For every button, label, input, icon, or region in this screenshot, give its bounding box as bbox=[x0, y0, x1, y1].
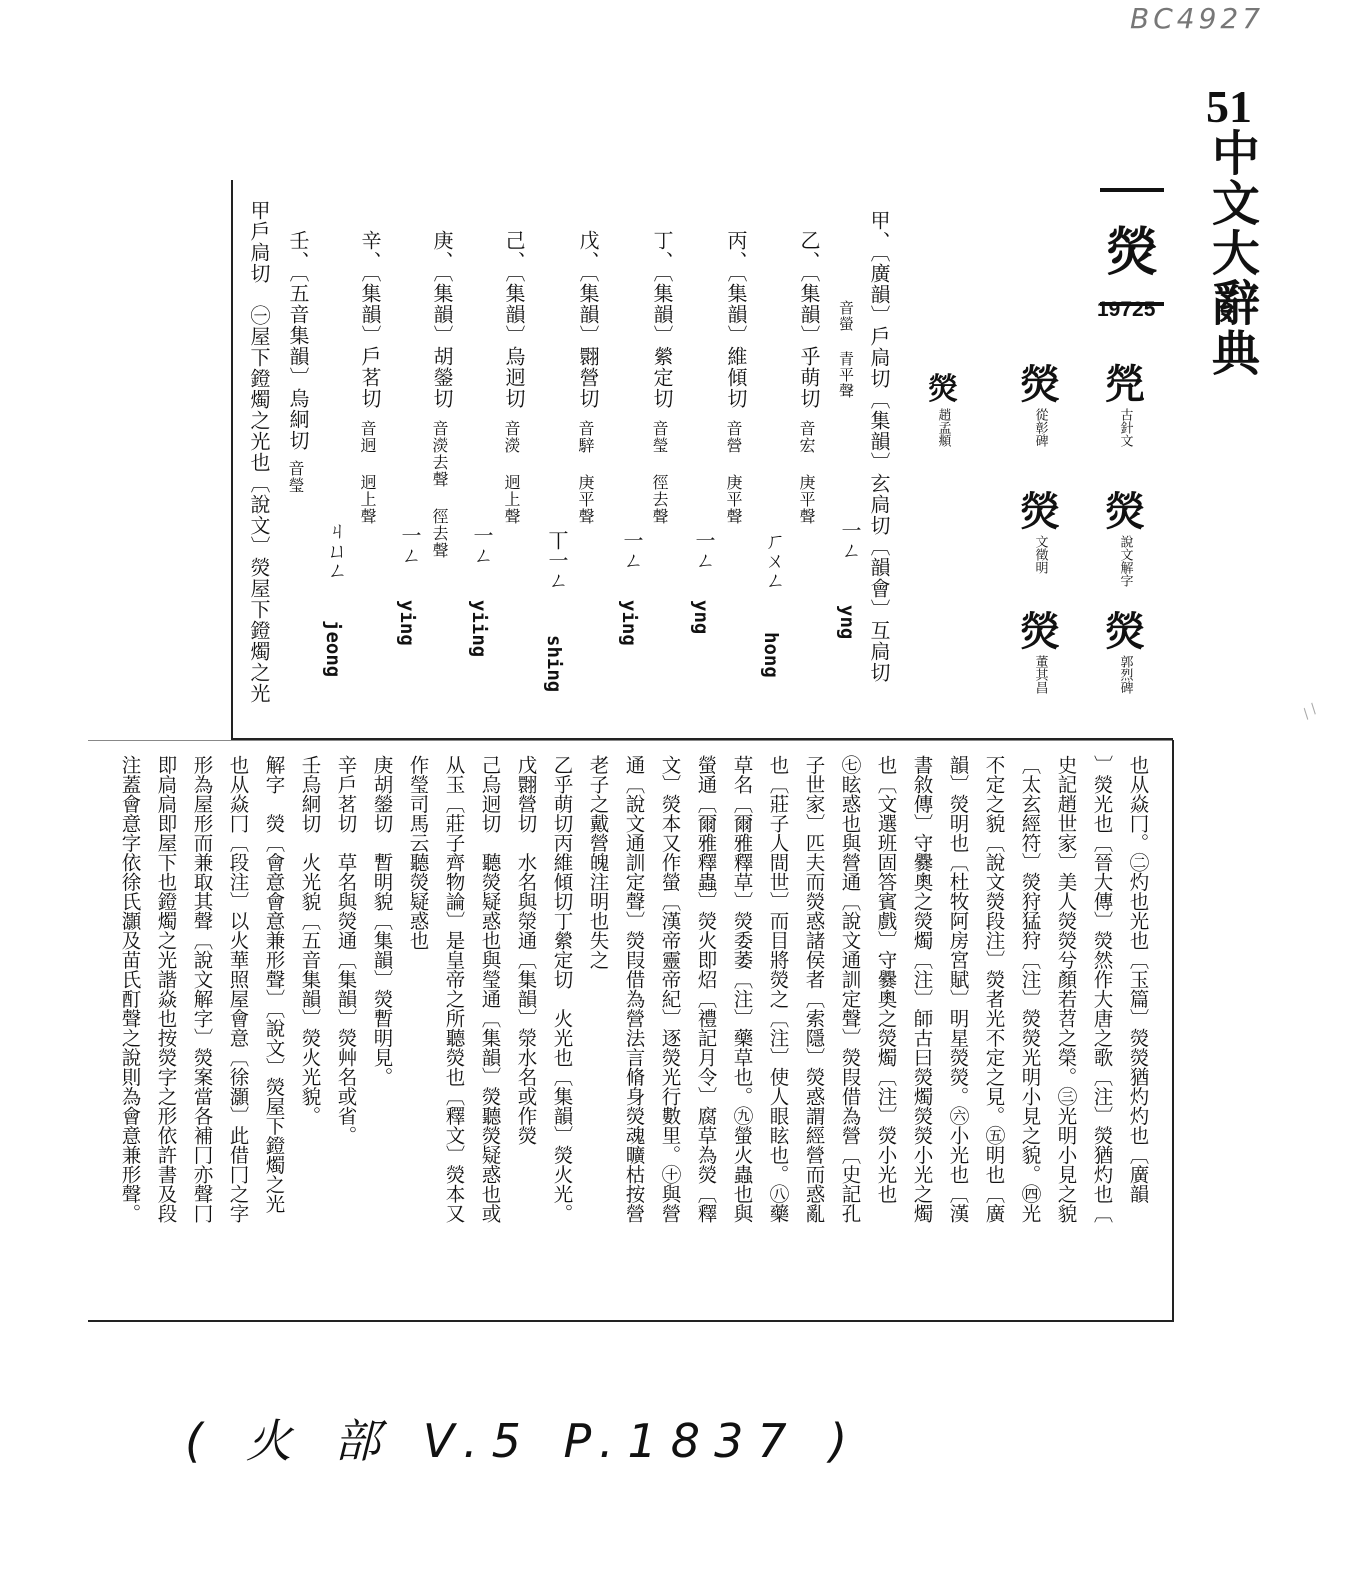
headword-number: 19725 bbox=[1097, 298, 1156, 321]
body-column: 即扃扃即屋下也鐙燭之光諧焱也按熒字之形依許書及段 bbox=[154, 755, 178, 1223]
body-column: 庚胡鎣切 暫明貌〔集韻〕熒暫明見。 bbox=[370, 755, 394, 1087]
reading-romanization: yng bbox=[836, 605, 858, 640]
reading-romanization: ying bbox=[396, 600, 418, 646]
body-column: 不定之貌〔說文熒段注〕熒者光不定之見。㊄明也〔廣 bbox=[982, 755, 1006, 1223]
variant-source: 趙孟頫 bbox=[935, 408, 951, 447]
body-section-top-rule bbox=[88, 740, 1173, 741]
variant-form bbox=[928, 372, 958, 447]
body-column: 〕熒光也〔晉大傳〕熒然作大唐之歌〔注〕熒猶灼也〔 bbox=[1090, 755, 1114, 1223]
body-column: 也从焱冂。㊁灼也光也〔玉篇〕熒熒猶灼灼也〔廣韻 bbox=[1126, 755, 1150, 1204]
variant-form bbox=[1105, 488, 1145, 587]
variant-source: 文徵明 bbox=[1032, 535, 1048, 574]
reading-bopomofo: ㄏㄨㄥ bbox=[762, 530, 786, 590]
body-column: 注蓋會意字依徐氏灝及苗氏酊聲之說則為會意兼形聲。 bbox=[118, 755, 142, 1223]
body-column: 辛戶茗切 草名與熒通〔集韻〕熒艸名或省。 bbox=[334, 755, 358, 1145]
heading-section-left-rule bbox=[231, 180, 233, 740]
stray-pencil-mark: / / bbox=[1299, 701, 1321, 723]
body-column: ㊆眩惑也與營通〔說文通訓定聲〕熒叚借為營〔史記孔 bbox=[838, 755, 862, 1223]
body-section-bottom-rule bbox=[88, 1320, 1173, 1322]
body-column: 也〔文選班固答賓戲〕守爨奧之熒燭〔注〕熒小光也 bbox=[874, 755, 898, 1204]
variant-form bbox=[1105, 608, 1145, 694]
body-column: 文〕熒本又作螢〔漢帝靈帝紀〕逐熒光行數里。㊉與營 bbox=[658, 755, 682, 1223]
body-column: 子世家〕匹夫而熒惑諸侯者〔索隱〕熒惑謂經營而惑亂 bbox=[802, 755, 826, 1223]
reading-note: 音瑩 徑去聲 bbox=[650, 420, 669, 525]
reading-bopomofo: 一ㄥ bbox=[838, 520, 862, 560]
body-section-right-rule bbox=[1172, 740, 1174, 1322]
variant-form bbox=[1020, 488, 1060, 574]
handwritten-reference-note: ( 火 部 V.5 P.1837 ) bbox=[185, 1414, 862, 1468]
variant-glyph: 熒 bbox=[1105, 488, 1145, 535]
reading-bopomofo: 一ㄥ bbox=[470, 525, 494, 565]
variant-source: 董其昌 bbox=[1032, 655, 1048, 694]
reading-note: 音瑩 bbox=[286, 460, 305, 494]
reading-romanization: jeong bbox=[322, 620, 344, 678]
variant-glyph: 熒 bbox=[1020, 361, 1060, 408]
book-page-number: 51 bbox=[1206, 81, 1252, 132]
body-column: 作瑩司馬云聽熒疑惑也 bbox=[406, 755, 430, 950]
body-column: 形為屋形而兼取其聲〔說文解字〕熒案當各補冂亦聲冂 bbox=[190, 755, 214, 1223]
book-title: 中文大辭典 bbox=[1203, 128, 1260, 378]
variant-glyph: 熒 bbox=[1020, 488, 1060, 535]
reading-note: 音濙 迥上聲 bbox=[502, 420, 521, 525]
catalog-reference-code: BC4927 bbox=[1130, 2, 1265, 35]
reading-text: 壬、〔五音集韻〕烏絅切 bbox=[286, 230, 310, 451]
reading-note: 音騂 庚平聲 bbox=[576, 420, 595, 525]
reading-note: 音宏 庚平聲 bbox=[797, 420, 816, 525]
body-column: 韻〕熒明也〔杜牧阿房宮賦〕明星熒熒。㊅小光也〔漢 bbox=[946, 755, 970, 1223]
reading-note: 音營 庚平聲 bbox=[724, 420, 743, 525]
variant-source: 郭烈碑 bbox=[1117, 655, 1133, 694]
reading-text: 乙、〔集韻〕乎萌切 bbox=[797, 230, 821, 409]
body-column: 壬烏絅切 火光貌〔五音集韻〕熒火光貌。 bbox=[298, 755, 322, 1126]
reading-text: 戊、〔集韻〕翾營切 bbox=[576, 230, 600, 409]
body-column: 書敘傳〕守爨奧之熒燭〔注〕師古曰熒燭熒熒小光之燭 bbox=[910, 755, 934, 1223]
reading-romanization: yiing bbox=[468, 600, 490, 658]
reading-bopomofo: 一ㄥ bbox=[398, 525, 422, 565]
variant-form bbox=[1020, 608, 1060, 694]
variant-glyph: 焭 bbox=[1105, 361, 1145, 408]
variant-form bbox=[1105, 361, 1145, 447]
reading-romanization: shing bbox=[543, 635, 565, 693]
variant-glyph: 熒 bbox=[1105, 608, 1145, 655]
reading-text: 庚、〔集韻〕胡鎣切 bbox=[430, 230, 454, 409]
reading-text: 甲戶扃切 ㊀屋下鐙燭之光也〔說文〕熒屋下鐙燭之光 bbox=[247, 200, 271, 704]
reading-text: 己、〔集韻〕烏迥切 bbox=[502, 230, 526, 409]
reading-romanization: yng bbox=[690, 600, 712, 635]
reading-text: 甲、〔廣韻〕戶扃切〔集韻〕玄扃切〔韻會〕互扃切 bbox=[867, 210, 891, 683]
reading-text: 丁、〔集韻〕縈定切 bbox=[650, 230, 674, 409]
variant-glyph: 熒 bbox=[928, 372, 958, 407]
variant-source: 從彰碑 bbox=[1032, 408, 1048, 447]
reading-note: 音濙去聲 徑去聲 bbox=[430, 420, 449, 559]
body-column: 乙乎萌切丙維傾切丁縈定切 火光也〔集韻〕熒火光。 bbox=[550, 755, 574, 1223]
body-column: 通〔說文通訓定聲〕熒叚借為營法言脩身熒魂曠枯按營 bbox=[622, 755, 646, 1223]
body-column: 也〔莊子人間世〕而目將熒之〔注〕使人眼眩也。㊇藥 bbox=[766, 755, 790, 1223]
body-column: 史記趙世家〕美人熒熒兮顏若苕之榮。㊂光明小見之貌 bbox=[1054, 755, 1078, 1223]
body-column: 己烏迥切 聽熒疑惑也與瑩通〔集韻〕熒聽熒疑惑也或 bbox=[478, 755, 502, 1223]
reading-text: 辛、〔集韻〕戶茗切 bbox=[358, 230, 382, 409]
reading-romanization: ying bbox=[618, 600, 640, 646]
variant-source: 說文解字 bbox=[1117, 535, 1133, 587]
reading-bopomofo: 一ㄥ bbox=[692, 530, 716, 570]
reading-bopomofo: 一ㄥ bbox=[620, 530, 644, 570]
body-column: 草名〔爾雅釋草〕熒委萎〔注〕藥草也。㊈螢火蟲也與 bbox=[730, 755, 754, 1223]
reading-text: 丙、〔集韻〕維傾切 bbox=[724, 230, 748, 409]
variant-form bbox=[1020, 361, 1060, 447]
reading-note: 音螢 青平聲 bbox=[837, 300, 855, 399]
body-column: 解字 熒〔會意會意兼形聲〕〔說文〕熒屋下鐙燭之光 bbox=[262, 755, 286, 1214]
body-column: 〔太玄經符〕熒狩猛狩〔注〕熒熒光明小見之貌。㊃光 bbox=[1018, 755, 1042, 1223]
reading-romanization: hong bbox=[760, 632, 782, 678]
body-column: 老子之戴營魄注明也失之 bbox=[586, 755, 610, 970]
reading-bopomofo: ㄐㄩㄥ bbox=[324, 520, 348, 580]
reading-bopomofo: 丅一ㄥ bbox=[545, 530, 569, 590]
headword: 熒 bbox=[1100, 188, 1164, 306]
body-column: 戊翾營切 水名與滎通〔集韻〕滎水名或作熒 bbox=[514, 755, 538, 1145]
body-column: 也从焱冂〔段注〕以火華照屋會意〔徐灝〕此借冂之字 bbox=[226, 755, 250, 1223]
reading-note: 音迥 迥上聲 bbox=[358, 420, 377, 525]
body-column: 从玉〔莊子齊物論〕是皇帝之所聽熒也〔釋文〕熒本又 bbox=[442, 755, 466, 1223]
variant-source: 古針文 bbox=[1117, 408, 1133, 447]
variant-glyph: 熒 bbox=[1020, 608, 1060, 655]
body-column: 螢通〔爾雅釋蟲〕熒火即炤〔禮記月令〕腐草為熒〔釋 bbox=[694, 755, 718, 1223]
